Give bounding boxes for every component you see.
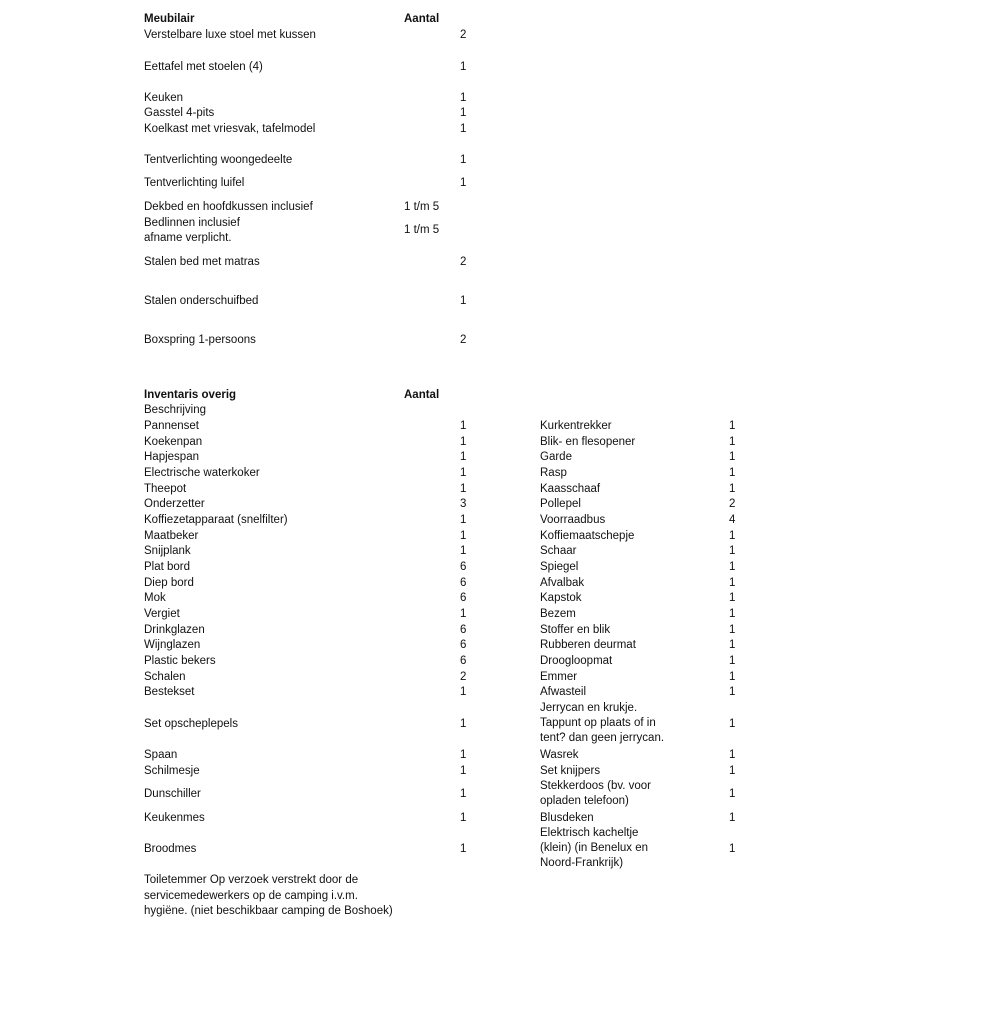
inventory-item-qty: 1 bbox=[460, 483, 467, 495]
inventory-item-qty: 1 bbox=[729, 451, 736, 463]
inventory-item-label: Schalen bbox=[144, 671, 186, 683]
meubilair-item-label: Tentverlichting luifel bbox=[144, 177, 245, 189]
inventory-item-qty: 1 bbox=[729, 843, 736, 855]
inventory-item-qty: 1 bbox=[460, 686, 467, 698]
inventory-item-qty: 1 bbox=[729, 545, 736, 557]
inventory-item-qty: 2 bbox=[460, 671, 467, 683]
inventory-item-label: Rasp bbox=[540, 467, 567, 479]
meubilair-item-qty: 1 bbox=[460, 177, 467, 189]
inventory-item-label: Blik- en flesopener bbox=[540, 436, 636, 448]
inventory-item-qty: 1 bbox=[729, 765, 736, 777]
inventory-item-label: Maatbeker bbox=[144, 530, 199, 542]
inventory-item-label: Voorraadbus bbox=[540, 514, 606, 526]
inventory-item-qty: 1 bbox=[729, 420, 736, 432]
inventory-item-qty: 1 bbox=[729, 624, 736, 636]
inventory-item-qty: 1 bbox=[729, 812, 736, 824]
inventory-item-label: Broodmes bbox=[144, 843, 197, 855]
inventory-item-label: Garde bbox=[540, 451, 572, 463]
inventory-item-qty: 1 bbox=[460, 718, 467, 730]
inventory-item-qty: 1 bbox=[729, 749, 736, 761]
meubilair-item-qty: 1 t/m 5 bbox=[404, 224, 440, 236]
inventory-item-qty: 1 bbox=[729, 592, 736, 604]
meubilair-item-qty: 1 bbox=[460, 295, 467, 307]
meubilair-item-label: Eettafel met stoelen (4) bbox=[144, 61, 263, 73]
meubilair-item-qty: 1 t/m 5 bbox=[404, 201, 440, 213]
inventory-item-qty: 1 bbox=[460, 765, 467, 777]
inventory-item-label: Wasrek bbox=[540, 749, 579, 761]
inventory-item-label: Droogloopmat bbox=[540, 655, 613, 667]
inventory-item-label: Kapstok bbox=[540, 592, 582, 604]
inventory-item-label: Afwasteil bbox=[540, 686, 587, 698]
toiletemmer-note: Toiletemmer Op verzoek verstrekt door de servicemedewerkers op de camping i.v.m. hygiëne. (niet beschikbaar camping de Boshoek) bbox=[144, 874, 393, 918]
inventory-item-qty: 1 bbox=[460, 451, 467, 463]
inventory-item-qty: 6 bbox=[460, 624, 467, 636]
inventory-item-qty: 1 bbox=[460, 436, 467, 448]
meubilair-item-qty: 2 bbox=[460, 334, 467, 346]
inventory-item-label: Schaar bbox=[540, 545, 577, 557]
inventory-item-label: Wijnglazen bbox=[144, 639, 201, 651]
meubilair-qty-heading: Aantal bbox=[404, 13, 440, 25]
inventory-item-label: Mok bbox=[144, 592, 166, 604]
inventory-item-qty: 1 bbox=[729, 577, 736, 589]
inventory-item-qty: 1 bbox=[729, 788, 736, 800]
inventory-item-qty: 1 bbox=[460, 467, 467, 479]
meubilair-item-label: Tentverlichting woongedeelte bbox=[144, 154, 293, 166]
meubilair-item-qty: 1 bbox=[460, 107, 467, 119]
inventory-item-qty: 1 bbox=[729, 608, 736, 620]
inventory-item-qty: 3 bbox=[460, 498, 467, 510]
inventory-item-qty: 6 bbox=[460, 577, 467, 589]
inventory-item-label: Kurkentrekker bbox=[540, 420, 612, 432]
meubilair-item-label: Gasstel 4-pits bbox=[144, 107, 215, 119]
meubilair-heading: Meubilair bbox=[144, 13, 195, 25]
meubilair-item-qty: 1 bbox=[460, 92, 467, 104]
meubilair-item-qty: 1 bbox=[460, 154, 467, 166]
inventory-item-label: Plat bord bbox=[144, 561, 191, 573]
inventory-item-qty: 1 bbox=[460, 545, 467, 557]
inventory-item-label: Hapjespan bbox=[144, 451, 199, 463]
meubilair-item-label: Stalen onderschuifbed bbox=[144, 295, 259, 307]
inventory-item-qty: 1 bbox=[729, 639, 736, 651]
inventory-item-label: Emmer bbox=[540, 671, 578, 683]
inventory-item-qty: 4 bbox=[729, 514, 736, 526]
inventory-item-label: Blusdeken bbox=[540, 812, 594, 824]
inventory-item-label: Elektrisch kacheltje (klein) (in Benelux en Noord-Frankrijk) bbox=[540, 827, 649, 869]
inventory-item-label: Diep bord bbox=[144, 577, 194, 589]
inventory-item-label: Onderzetter bbox=[144, 498, 205, 510]
inventory-item-label: Bestekset bbox=[144, 686, 195, 698]
meubilair-item-qty: 2 bbox=[460, 256, 467, 268]
inventory-item-label: Spaan bbox=[144, 749, 178, 761]
inventory-item-qty: 6 bbox=[460, 561, 467, 573]
inventory-item-label: Koekenpan bbox=[144, 436, 203, 448]
inventory-item-label: Set knijpers bbox=[540, 765, 601, 777]
meubilair-item-qty: 1 bbox=[460, 61, 467, 73]
inventory-item-label: Drinkglazen bbox=[144, 624, 205, 636]
inventory-item-label: Stekkerdoos (bv. voor opladen telefoon) bbox=[540, 780, 652, 807]
inventory-item-label: Jerrycan en krukje. Tappunt op plaats of in tent? dan geen jerrycan. bbox=[540, 702, 665, 744]
inventory-item-label: Keukenmes bbox=[144, 812, 205, 824]
inventory-item-label: Rubberen deurmat bbox=[540, 639, 636, 651]
inventory-item-qty: 1 bbox=[460, 530, 467, 542]
inventory-item-qty: 1 bbox=[729, 467, 736, 479]
inventory-item-label: Afvalbak bbox=[540, 577, 585, 589]
inventory-item-label: Pollepel bbox=[540, 498, 581, 510]
inventory-item-label: Koffiezetapparaat (snelfilter) bbox=[144, 514, 288, 526]
meubilair-item-label: Koelkast met vriesvak, tafelmodel bbox=[144, 123, 316, 135]
inventory-item-label: Stoffer en blik bbox=[540, 624, 611, 636]
inventory-item-qty: 6 bbox=[460, 639, 467, 651]
inventaris-subheading: Beschrijving bbox=[144, 404, 206, 416]
inventory-item-label: Schilmesje bbox=[144, 765, 200, 777]
inventory-item-qty: 1 bbox=[729, 655, 736, 667]
inventory-item-qty: 2 bbox=[729, 498, 736, 510]
inventory-item-qty: 6 bbox=[460, 655, 467, 667]
meubilair-item-label: Verstelbare luxe stoel met kussen bbox=[144, 29, 316, 41]
inventory-item-label: Vergiet bbox=[144, 608, 180, 620]
meubilair-item-label: Boxspring 1-persoons bbox=[144, 334, 256, 346]
inventory-item-qty: 1 bbox=[460, 608, 467, 620]
inventory-item-qty: 1 bbox=[729, 436, 736, 448]
meubilair-item-label: Keuken bbox=[144, 92, 184, 104]
inventory-item-label: Koffiemaatschepje bbox=[540, 530, 635, 542]
inventory-item-qty: 1 bbox=[460, 843, 467, 855]
meubilair-item-qty: 1 bbox=[460, 123, 467, 135]
inventory-item-qty: 1 bbox=[460, 420, 467, 432]
inventory-item-label: Electrische waterkoker bbox=[144, 467, 260, 479]
inventory-item-label: Bezem bbox=[540, 608, 576, 620]
inventory-item-qty: 1 bbox=[729, 483, 736, 495]
inventaris-heading: Inventaris overig bbox=[144, 389, 237, 401]
inventaris-qty-heading: Aantal bbox=[404, 389, 440, 401]
inventory-item-label: Plastic bekers bbox=[144, 655, 216, 667]
inventory-item-label: Kaasschaaf bbox=[540, 483, 601, 495]
inventory-item-label: Spiegel bbox=[540, 561, 579, 573]
inventory-item-qty: 1 bbox=[460, 514, 467, 526]
inventory-item-label: Set opscheplepels bbox=[144, 718, 238, 730]
inventory-item-qty: 1 bbox=[460, 749, 467, 761]
inventory-item-label: Snijplank bbox=[144, 545, 191, 557]
meubilair-item-qty: 2 bbox=[460, 29, 467, 41]
inventory-item-qty: 1 bbox=[729, 718, 736, 730]
meubilair-item-label: Stalen bed met matras bbox=[144, 256, 260, 268]
inventory-item-qty: 1 bbox=[729, 671, 736, 683]
inventory-item-qty: 1 bbox=[729, 686, 736, 698]
inventory-item-qty: 6 bbox=[460, 592, 467, 604]
meubilair-item-label: Dekbed en hoofdkussen inclusief bbox=[144, 201, 313, 213]
inventory-item-qty: 1 bbox=[729, 561, 736, 573]
inventory-item-label: Theepot bbox=[144, 483, 187, 495]
inventory-item-qty: 1 bbox=[460, 788, 467, 800]
inventory-item-label: Dunschiller bbox=[144, 788, 201, 800]
inventory-item-qty: 1 bbox=[460, 812, 467, 824]
inventory-item-label: Pannenset bbox=[144, 420, 199, 432]
inventory-item-qty: 1 bbox=[729, 530, 736, 542]
meubilair-item-label: Bedlinnen inclusief afname verplicht. bbox=[144, 217, 240, 244]
